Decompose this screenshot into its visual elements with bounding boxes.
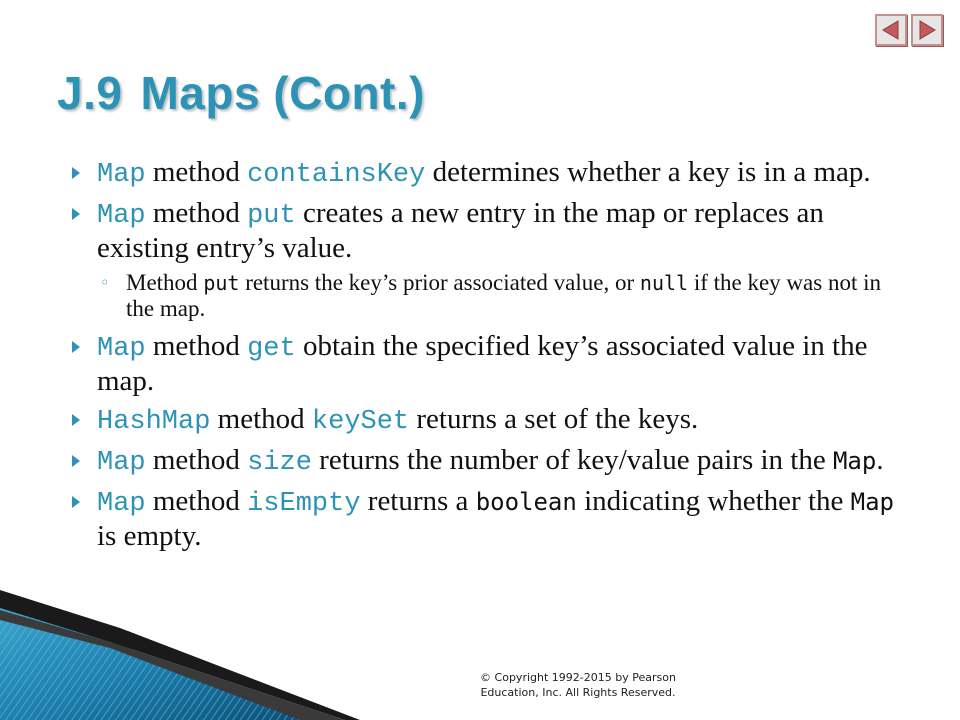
- bullet-list: [70, 156, 900, 558]
- sub-bullet-text: returns the key’s prior associated value, or: [239, 270, 640, 295]
- bullet-text: method: [145, 197, 248, 229]
- title-text: Maps (Cont.): [140, 67, 425, 119]
- copyright-notice: [448, 670, 708, 700]
- code-term: containsKey: [247, 160, 426, 190]
- sub-bullet-put-return: [70, 270, 900, 322]
- bullet-text: .: [876, 444, 884, 476]
- code-term: Map: [97, 489, 146, 519]
- code-term: size: [247, 448, 312, 478]
- bullet-text: method: [145, 156, 248, 188]
- code-term: put: [203, 271, 240, 295]
- bullet-size: [70, 444, 900, 479]
- bullet-text: method: [145, 330, 248, 362]
- bullet-text: determines whether a key is in a map.: [425, 156, 871, 188]
- code-term: put: [247, 201, 296, 231]
- code-term: isEmpty: [247, 489, 361, 519]
- bullet-text: returns a set of the keys.: [409, 403, 699, 435]
- copyright-line: © Copyright 1992-2015 by Pearson: [480, 671, 676, 684]
- sub-bullet-text: Method: [126, 270, 204, 295]
- slide-nav: [875, 14, 943, 46]
- bullet-arrow-icon: [72, 414, 80, 426]
- bullet-containskey: [70, 156, 900, 191]
- code-term: Map: [850, 488, 895, 516]
- code-term: Map: [832, 447, 877, 475]
- bullet-text: indicating whether the: [576, 485, 851, 517]
- bullet-text: creates a new entry in the map or replaces an existing entry’s value.: [97, 197, 824, 264]
- bullet-arrow-icon: [72, 496, 80, 508]
- code-term: keySet: [311, 407, 410, 437]
- code-term: null: [639, 271, 689, 295]
- bullet-text: returns the number of key/value pairs in the: [311, 444, 833, 476]
- code-term: Map: [97, 201, 146, 231]
- bullet-keyset: [70, 403, 900, 438]
- sub-bullet-circle-icon: ◦: [100, 273, 110, 292]
- code-term: boolean: [475, 488, 577, 516]
- bullet-put: [70, 197, 900, 264]
- code-term: Map: [97, 160, 146, 190]
- bullet-arrow-icon: [72, 208, 80, 220]
- bullet-text: method: [210, 403, 312, 435]
- bullet-text: method: [145, 485, 248, 517]
- bullet-get: [70, 330, 900, 397]
- previous-slide-button[interactable]: [875, 14, 907, 46]
- sub-bullet-text: if the key was not in the map.: [126, 270, 881, 321]
- code-term: Map: [97, 334, 146, 364]
- code-term: HashMap: [97, 407, 211, 437]
- bullet-arrow-icon: [72, 167, 80, 179]
- code-term: get: [247, 334, 296, 364]
- bullet-text: returns a: [360, 485, 476, 517]
- triangle-right-icon: [916, 19, 938, 41]
- code-term: Map: [97, 448, 146, 478]
- triangle-left-icon: [880, 19, 902, 41]
- slide-title: [57, 66, 425, 120]
- section-number: J.9: [57, 67, 123, 119]
- bullet-arrow-icon: [72, 341, 80, 353]
- bullet-text: is empty.: [97, 520, 202, 552]
- bullet-text: method: [145, 444, 248, 476]
- bullet-isempty: [70, 485, 900, 552]
- copyright-line: Education, Inc. All Rights Reserved.: [480, 686, 676, 699]
- next-slide-button[interactable]: [911, 14, 943, 46]
- bullet-text: obtain the specified key’s associated value in the map.: [97, 330, 868, 397]
- bullet-arrow-icon: [72, 455, 80, 467]
